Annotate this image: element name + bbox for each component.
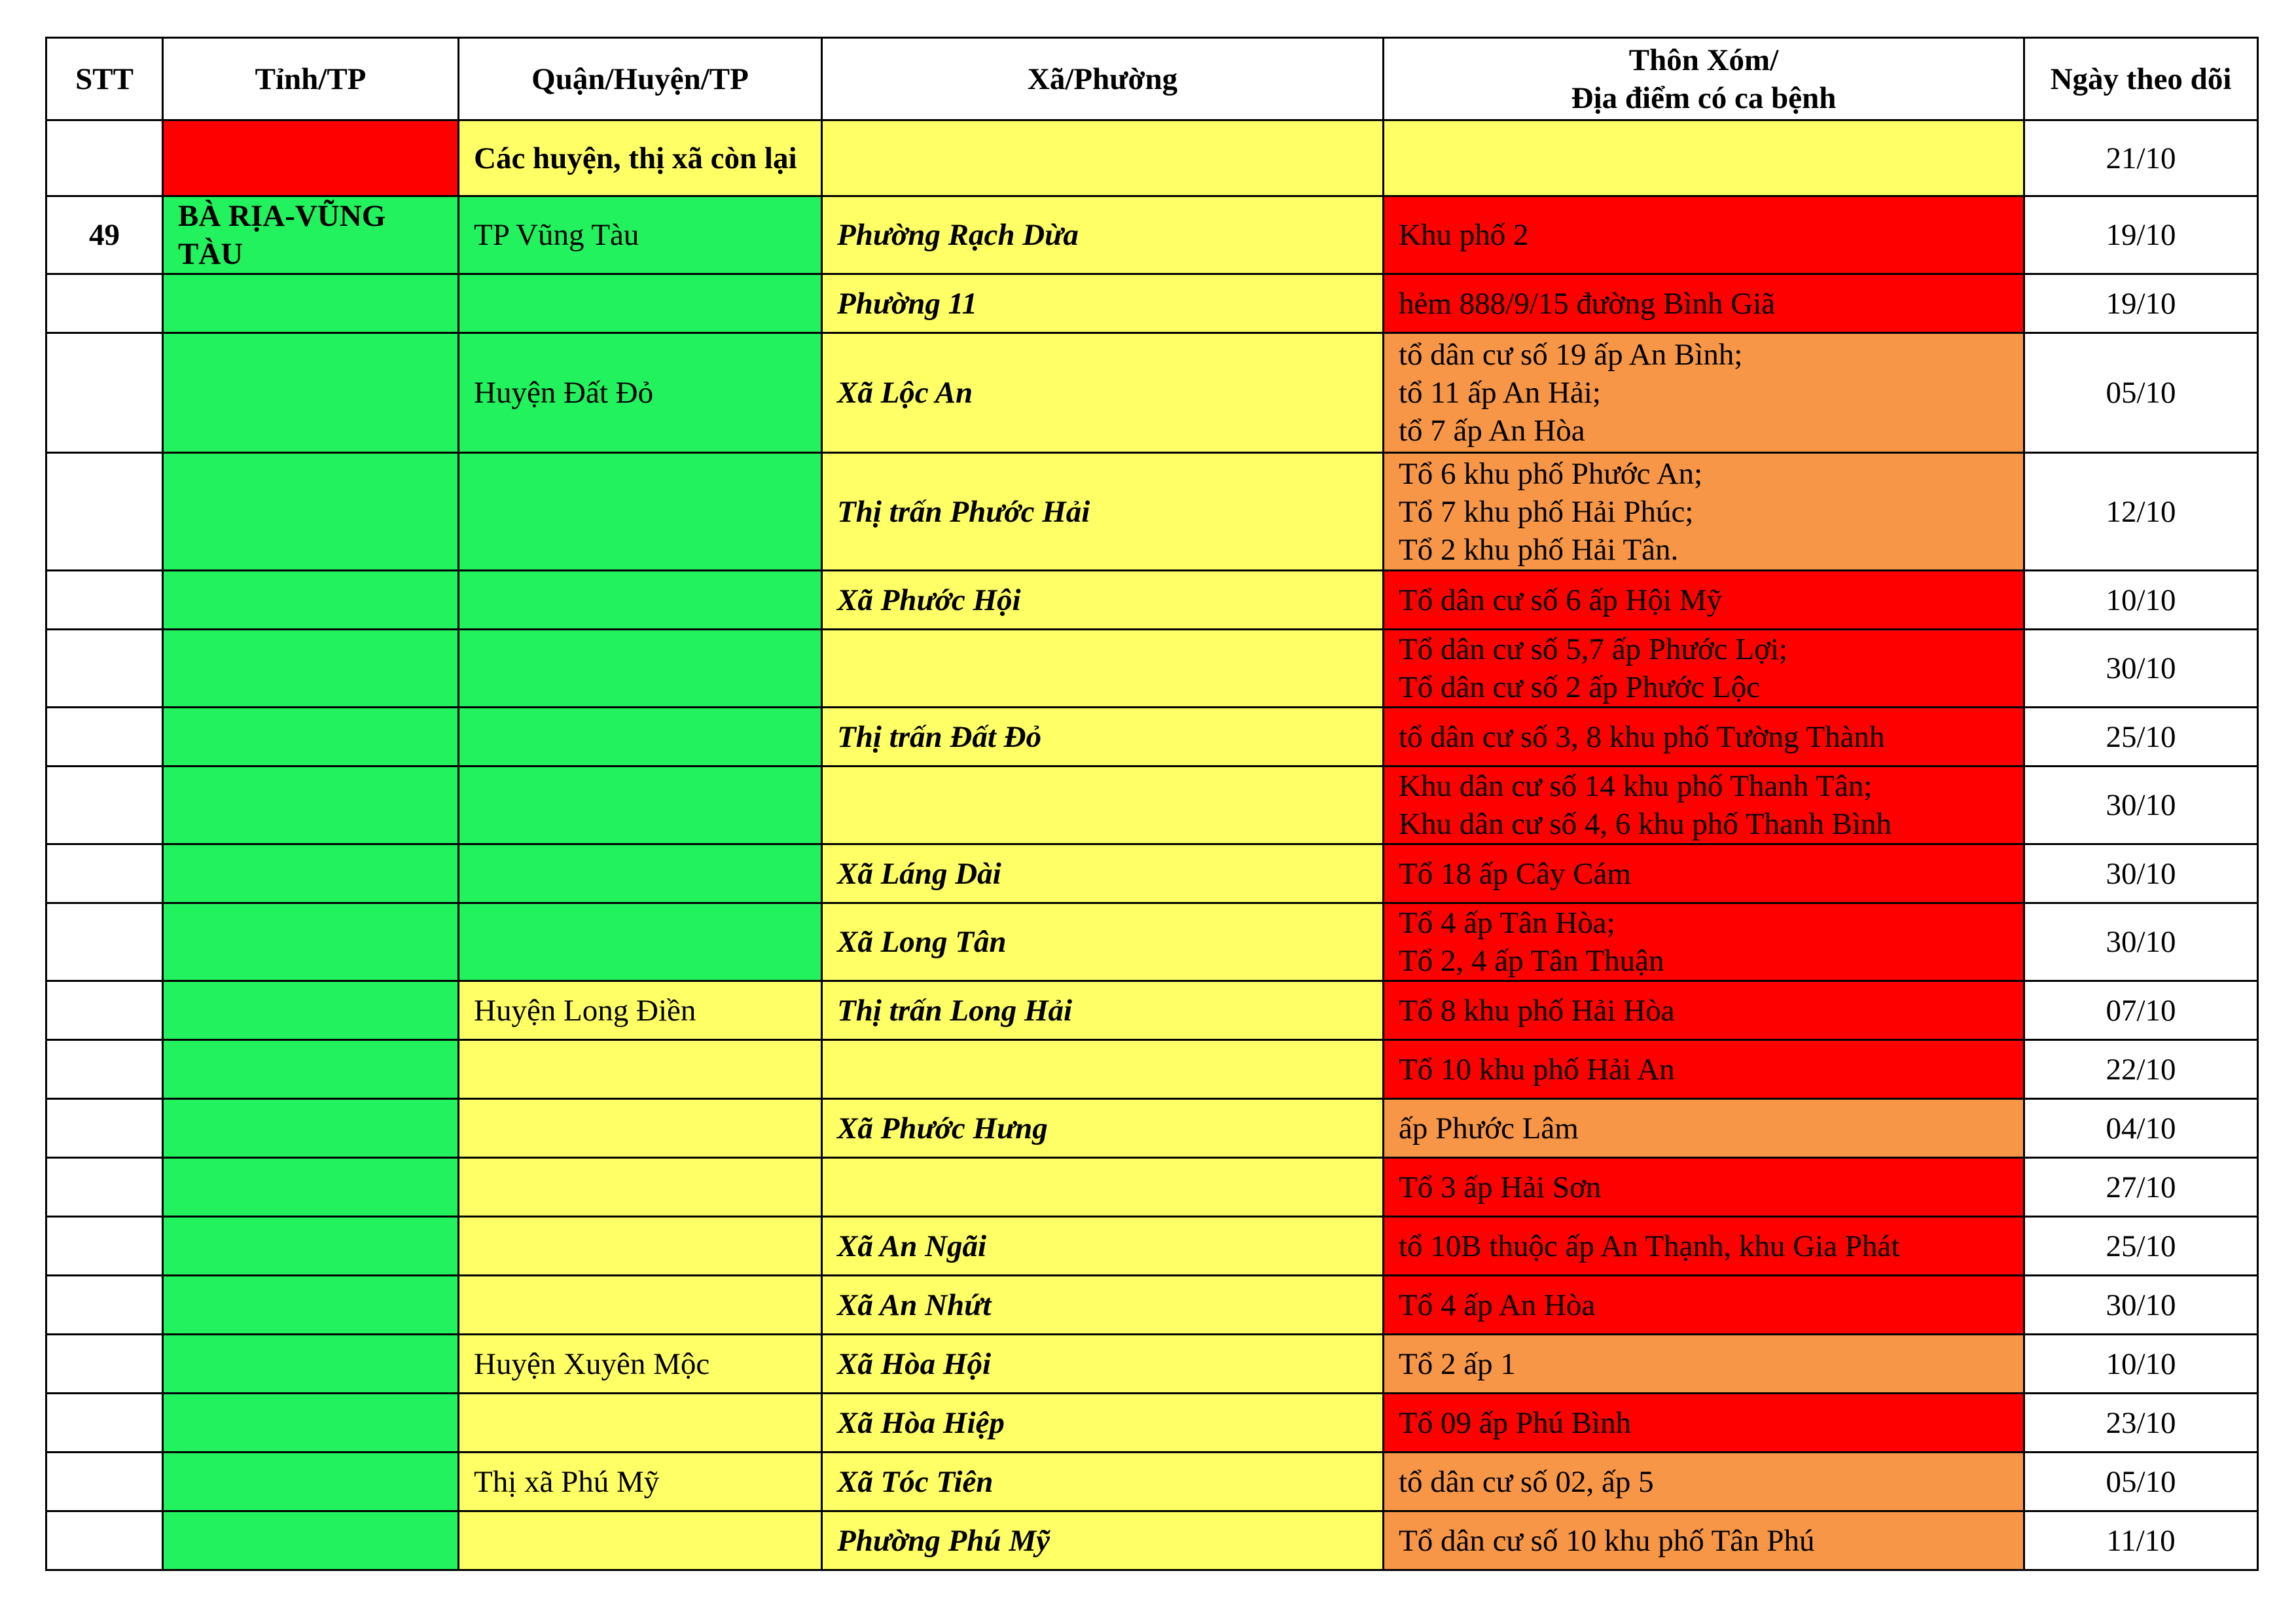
ward-cell: Phường Rạch Dừa [822,196,1384,274]
location-cell: ấp Phước Lâm [1384,1099,2024,1158]
stt-cell [46,708,163,767]
date-cell: 19/10 [2024,196,2258,274]
province-cell [163,571,459,630]
province-cell [163,1511,459,1570]
location-cell: hẻm 888/9/15 đường Bình Giã [1384,274,2024,333]
table-row [46,1099,2258,1158]
date-cell: 30/10 [2024,630,2258,708]
district-cell: Huyện Đất Đỏ [459,333,822,453]
location-cell: Tổ 8 khu phố Hải Hòa [1384,981,2024,1040]
district-cell [459,1158,822,1217]
province-cell [163,1099,459,1158]
stt-cell [46,453,163,571]
stt-cell [46,1217,163,1276]
province-cell [163,453,459,571]
ward-cell: Xã Long Tân [822,903,1384,981]
ward-cell: Xã Láng Dài [822,844,1384,903]
date-cell: 05/10 [2024,1453,2258,1511]
table-row [46,1335,2258,1394]
district-cell [459,1511,822,1570]
district-cell: Thị xã Phú Mỹ [459,1453,822,1511]
location-cell: Tổ 18 ấp Cây Cám [1384,844,2024,903]
table-row [46,453,2258,571]
location-cell: Tổ 4 ấp An Hòa [1384,1276,2024,1335]
ward-cell: Phường Phú Mỹ [822,1511,1384,1570]
location-cell [1384,120,2024,196]
table-row [46,630,2258,708]
province-cell [163,1040,459,1099]
header-location: Thôn Xóm/ Địa điểm có ca bệnh [1384,38,2024,120]
table-row [46,333,2258,453]
date-cell: 30/10 [2024,903,2258,981]
date-cell: 21/10 [2024,120,2258,196]
location-cell: Tổ 3 ấp Hải Sơn [1384,1158,2024,1217]
date-cell: 22/10 [2024,1040,2258,1099]
location-cell: Khu dân cư số 14 khu phố Thanh Tân; Khu dân cư số 4, 6 khu phố Thanh Bình [1384,767,2024,844]
district-cell [459,1099,822,1158]
district-cell [459,453,822,571]
stt-cell: 49 [46,196,163,274]
province-cell [163,630,459,708]
province-cell [163,844,459,903]
ward-cell: Xã Hòa Hiệp [822,1394,1384,1453]
location-cell: Tổ 6 khu phố Phước An; Tổ 7 khu phố Hải Phúc; Tổ 2 khu phố Hải Tân. [1384,453,2024,571]
table-row [46,1217,2258,1276]
location-cell: Tổ 2 ấp 1 [1384,1335,2024,1394]
location-cell: Tổ 10 khu phố Hải An [1384,1040,2024,1099]
ward-cell [822,120,1384,196]
province-cell [163,1158,459,1217]
district-cell [459,1394,822,1453]
stt-cell [46,630,163,708]
stt-cell [46,274,163,333]
table-row [46,1511,2258,1570]
date-cell: 25/10 [2024,1217,2258,1276]
stt-cell [46,1394,163,1453]
covid-locations-table [45,37,2259,1571]
ward-cell: Thị trấn Đất Đỏ [822,708,1384,767]
date-cell: 12/10 [2024,453,2258,571]
table-row [46,767,2258,844]
district-cell [459,1040,822,1099]
table-row [46,981,2258,1040]
ward-cell [822,767,1384,844]
province-cell [163,1453,459,1511]
location-cell: Khu phố 2 [1384,196,2024,274]
district-cell: TP Vũng Tàu [459,196,822,274]
date-cell: 30/10 [2024,844,2258,903]
stt-cell [46,1511,163,1570]
table-row [46,274,2258,333]
date-cell: 30/10 [2024,1276,2258,1335]
header-ward: Xã/Phường [822,38,1384,120]
stt-cell [46,1453,163,1511]
location-cell: tổ 10B thuộc ấp An Thạnh, khu Gia Phát [1384,1217,2024,1276]
stt-cell [46,571,163,630]
district-cell: Huyện Long Điền [459,981,822,1040]
ward-cell: Thị trấn Phước Hải [822,453,1384,571]
province-cell [163,120,459,196]
province-cell [163,1217,459,1276]
district-cell [459,274,822,333]
district-cell [459,708,822,767]
header-province: Tỉnh/TP [163,38,459,120]
table-row [46,708,2258,767]
date-cell: 25/10 [2024,708,2258,767]
date-cell: 27/10 [2024,1158,2258,1217]
stt-cell [46,120,163,196]
ward-cell [822,1158,1384,1217]
stt-cell [46,1158,163,1217]
province-cell [163,274,459,333]
date-cell: 10/10 [2024,571,2258,630]
location-cell: tổ dân cư số 19 ấp An Bình; tổ 11 ấp An Hải; tổ 7 ấp An Hòa [1384,333,2024,453]
province-cell [163,333,459,453]
province-cell [163,1394,459,1453]
date-cell: 11/10 [2024,1511,2258,1570]
location-cell: tổ dân cư số 02, ấp 5 [1384,1453,2024,1511]
province-cell [163,708,459,767]
stt-cell [46,903,163,981]
ward-cell [822,630,1384,708]
header-date: Ngày theo dõi [2024,38,2258,120]
table-row [46,1276,2258,1335]
stt-cell [46,844,163,903]
date-cell: 04/10 [2024,1099,2258,1158]
stt-cell [46,1099,163,1158]
table-row [46,1158,2258,1217]
table-row [46,1453,2258,1511]
location-cell: Tổ dân cư số 10 khu phố Tân Phú [1384,1511,2024,1570]
stt-cell [46,1040,163,1099]
table-row [46,844,2258,903]
header-row [46,38,2258,120]
header-district: Quận/Huyện/TP [459,38,822,120]
date-cell: 30/10 [2024,767,2258,844]
district-cell [459,571,822,630]
stt-cell [46,1335,163,1394]
table-row [46,196,2258,274]
location-cell: Tổ dân cư số 5,7 ấp Phước Lợi; Tổ dân cư số 2 ấp Phước Lộc [1384,630,2024,708]
district-cell [459,630,822,708]
location-cell: Tổ 09 ấp Phú Bình [1384,1394,2024,1453]
district-cell [459,767,822,844]
district-cell [459,1217,822,1276]
province-cell: BÀ RỊA-VŨNG TÀU [163,196,459,274]
province-cell [163,1276,459,1335]
location-cell: tổ dân cư số 3, 8 khu phố Tường Thành [1384,708,2024,767]
table-row [46,903,2258,981]
ward-cell: Xã Phước Hội [822,571,1384,630]
table-row [46,1040,2258,1099]
date-cell: 23/10 [2024,1394,2258,1453]
ward-cell: Xã An Ngãi [822,1217,1384,1276]
district-cell: Các huyện, thị xã còn lại [459,120,822,196]
stt-cell [46,767,163,844]
ward-cell: Xã Phước Hưng [822,1099,1384,1158]
table-row [46,571,2258,630]
ward-cell: Thị trấn Long Hải [822,981,1384,1040]
ward-cell: Xã Hòa Hội [822,1335,1384,1394]
date-cell: 10/10 [2024,1335,2258,1394]
date-cell: 05/10 [2024,333,2258,453]
location-cell: Tổ dân cư số 6 ấp Hội Mỹ [1384,571,2024,630]
ward-cell: Xã Tóc Tiên [822,1453,1384,1511]
table-row [46,120,2258,196]
province-cell [163,981,459,1040]
stt-cell [46,333,163,453]
stt-cell [46,981,163,1040]
ward-cell: Xã An Nhứt [822,1276,1384,1335]
table-row [46,1394,2258,1453]
ward-cell: Xã Lộc An [822,333,1384,453]
district-cell [459,844,822,903]
location-cell: Tổ 4 ấp Tân Hòa; Tổ 2, 4 ấp Tân Thuận [1384,903,2024,981]
ward-cell [822,1040,1384,1099]
province-cell [163,903,459,981]
district-cell [459,903,822,981]
district-cell [459,1276,822,1335]
date-cell: 19/10 [2024,274,2258,333]
district-cell: Huyện Xuyên Mộc [459,1335,822,1394]
province-cell [163,767,459,844]
province-cell [163,1335,459,1394]
ward-cell: Phường 11 [822,274,1384,333]
date-cell: 07/10 [2024,981,2258,1040]
header-stt: STT [46,38,163,120]
stt-cell [46,1276,163,1335]
